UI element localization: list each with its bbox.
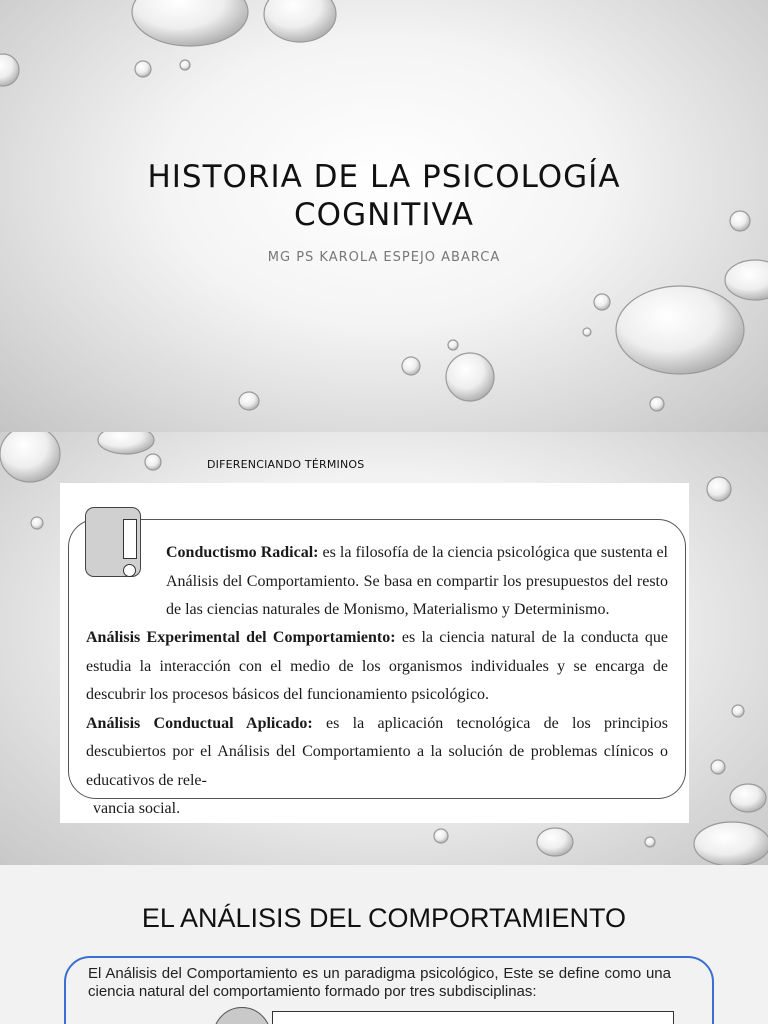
exclamation-dot <box>123 564 136 577</box>
definitions-block <box>86 624 668 824</box>
slide-body-text: El Análisis del Comportamiento es un paradigma psicológico, Este se define como una ciencia natural del comportamiento formado por tres subdisciplinas: <box>88 965 671 1000</box>
exclamation-bar <box>123 519 137 559</box>
title-slide <box>0 0 768 432</box>
term-label: Análisis Experimental del Comportamiento: <box>86 629 396 646</box>
title-line-1: HISTORIA DE LA PSICOLOGÍA <box>147 159 621 195</box>
presentation-title <box>0 158 768 234</box>
author-subtitle: MG PS KAROLA ESPEJO ABARCA <box>267 250 501 265</box>
behavior-analysis-slide <box>0 865 768 1024</box>
definition-conductismo-radical <box>166 539 668 625</box>
diagram-box <box>272 1011 674 1024</box>
term-definition: es la filosofía de la ciencia psicológica que sustenta el Análisis del Comportamiento. Se basa en compartir los presupuestos del resto de las ciencias naturales de Monismo, Materialismo y Determinismo. <box>166 544 668 618</box>
exclamation-icon <box>85 507 141 577</box>
term-label: Conductismo Radical: <box>166 544 319 561</box>
term-definition: vancia social. <box>93 800 181 817</box>
definition-analisis-aplicado <box>86 710 668 796</box>
definitions-image <box>60 483 689 823</box>
definition-analisis-experimental <box>86 624 668 710</box>
terms-slide <box>0 432 768 865</box>
definition-continuation <box>86 795 668 824</box>
term-label: Análisis Conductual Aplicado: <box>86 714 313 732</box>
section-heading: DIFERENCIANDO TÉRMINOS <box>207 458 365 471</box>
title-line-2: COGNITIVA <box>294 197 474 233</box>
term-definition: es la ciencia natural de la conducta que estudia la interacción con el medio de los organismos individuales y se encarga de descubrir los procesos básicos del funcionamiento psicológico. <box>86 629 669 703</box>
slide-title: EL ANÁLISIS DEL COMPORTAMIENTO <box>141 903 627 933</box>
term-definition: es la aplicación tecnológica de los principios descubiertos por el Análisis del Comportamiento a la solución de problemas clínicos o educativos de rele- <box>86 714 668 789</box>
